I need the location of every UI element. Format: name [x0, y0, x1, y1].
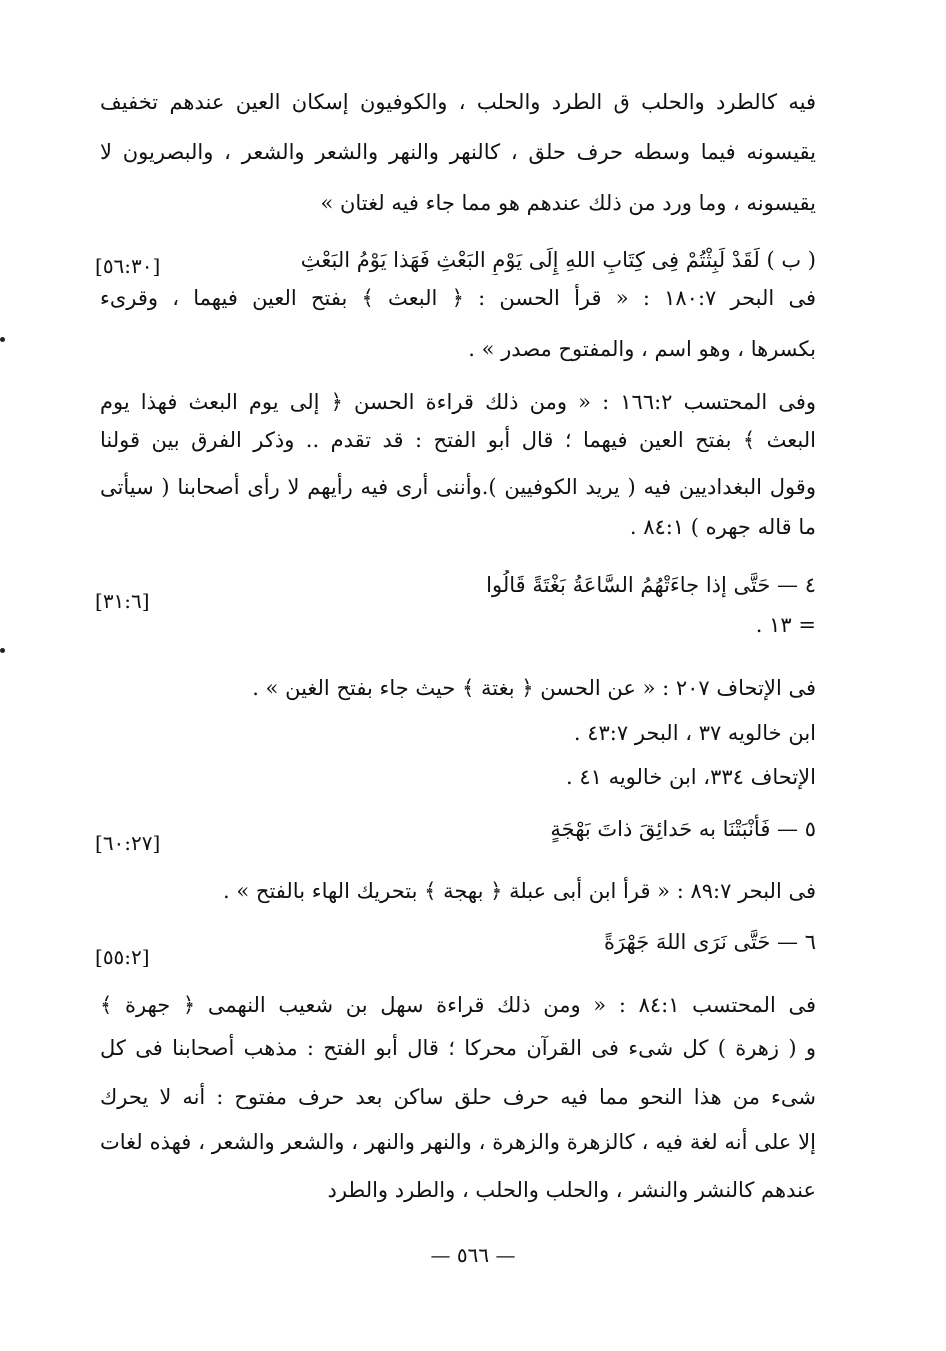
text-line: فى البحر ١٨٠:٧ : « قرأ الحسن : ﴿ البعث ﴾ بفتح العين فيهما ، وقرىء [100, 286, 816, 310]
text-line: عندهم كالنشر والنشر ، والحلب والحلب ، والطرد والطرد [327, 1178, 816, 1202]
margin-mark [0, 337, 5, 342]
margin-mark [0, 648, 5, 653]
text-line: وقول البغداديين فيه ( يريد الكوفيين ).وأننى أرى فيه رأيهم لا رأى أصحابنا ( سيأتى [100, 475, 816, 499]
text-line: يقيسونه فيما وسطه حرف حلق ، كالنهر والنهر والشعر والشعر ، والبصريون لا [100, 140, 816, 164]
verse-reference: [٥٦:٣٠] [95, 254, 161, 278]
text-line: فى المحتسب ٨٤:١ : « ومن ذلك قراءة سهل بن شعيب النهمى ﴿ جهرة ﴾ [100, 993, 816, 1017]
text-line: وفى المحتسب ١٦٦:٢ : « ومن ذلك قراءة الحسن ﴿ إلى يوم البعث فهذا يوم [100, 390, 816, 414]
page-number: — ٥٦٦ — [430, 1243, 516, 1267]
text-line: ( ب ) لَقَدْ لَبِثْتُمْ فِى كِتَابِ اللهِ إِلَى يَوْمِ البَعْثِ فَهَذا يَوْمُ البَعْثِ [300, 248, 816, 272]
text-line: فيه كالطرد والحلب ق الطرد والحلب ، والكوفيون إسكان العين عندهم تخفيف [100, 90, 816, 114]
text-line: إلا على أنه لغة فيه ، كالزهرة والزهرة ، والنهر والنهر ، والشعر والشعر ، فهذه لغات [100, 1130, 816, 1154]
text-line: ٤ — حَتَّى إذا جاءَتْهُمُ السَّاعَةُ بَغْتَةً قَالُوا [486, 573, 816, 597]
verse-reference: [٦٠:٢٧] [95, 831, 161, 855]
text-line: بكسرها ، وهو اسم ، والمفتوح مصدر » . [468, 337, 816, 361]
text-line: ٦ — حَتَّى نَرَى اللهَ جَهْرَةً [603, 930, 816, 954]
text-line: شىء من هذا النحو مما فيه حرف حلق ساكن بعد حرف مفتوح : أنه لا يحرك [100, 1085, 816, 1109]
text-line: = ١٣ . [755, 613, 816, 637]
text-line: الإتحاف ٣٣٤، ابن خالويه ٤١ . [565, 765, 816, 789]
text-line: يقيسونه ، وما ورد من ذلك عندهم هو مما جاء فيه لغتان » [320, 191, 816, 215]
verse-reference: [٣١:٦] [95, 589, 150, 613]
text-line: فى البحر ٨٩:٧ : « قرأ ابن أبى عبلة ﴿ بهجة ﴾ بتحريك الهاء بالفتح » . [223, 879, 816, 903]
text-line: و ( زهرة ) كل شىء فى القرآن محركا ؛ قال أبو الفتح : مذهب أصحابنا فى كل [100, 1036, 816, 1060]
text-line: ابن خالويه ٣٧ ، البحر ٤٣:٧ . [573, 721, 816, 745]
text-line: البعث ﴾ بفتح العين فيهما ؛ قال أبو الفتح : قد تقدم .. وذكر الفرق بين قولنا [100, 428, 816, 452]
text-line: فى الإتحاف ٢٠٧ : « عن الحسن ﴿ بغتة ﴾ حيث جاء بفتح الغين » . [252, 676, 816, 700]
text-line: ما قاله جهره ) ٨٤:١ . [629, 515, 816, 539]
text-line: ٥ — فَأَنْبَتْنَا به حَدائِقَ ذاتَ بَهْجَةٍ [550, 817, 816, 841]
verse-reference: [٥٥:٢] [95, 945, 150, 969]
